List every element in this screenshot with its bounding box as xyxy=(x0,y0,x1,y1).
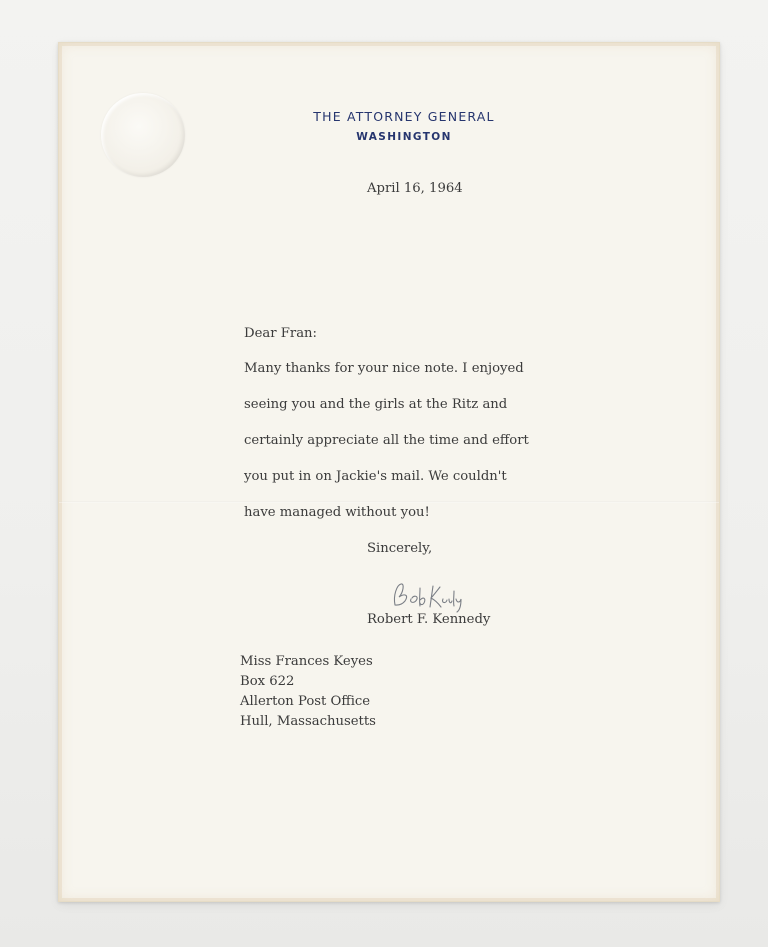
letterhead-subtitle: WASHINGTON xyxy=(356,131,452,143)
closing: Sincerely, xyxy=(367,541,433,556)
body-line: seeing you and the girls at the Ritz and xyxy=(244,397,508,412)
letter-sheet xyxy=(58,42,720,902)
address-line: Hull, Massachusetts xyxy=(240,714,376,729)
body-line: have managed without you! xyxy=(244,505,430,520)
recipient-address xyxy=(240,652,376,732)
body-line: Many thanks for your nice note. I enjoyed xyxy=(244,361,524,376)
body-line: you put in on Jackie's mail. We couldn't xyxy=(244,469,507,484)
letter-body xyxy=(244,360,529,540)
address-line: Box 622 xyxy=(240,674,295,689)
address-line: Allerton Post Office xyxy=(240,694,371,709)
typed-signature-name: Robert F. Kennedy xyxy=(367,612,491,627)
body-line: certainly appreciate all the time and effort xyxy=(244,433,529,448)
address-line: Miss Frances Keyes xyxy=(240,654,373,669)
letterhead-title: THE ATTORNEY GENERAL xyxy=(313,109,495,124)
handwritten-signature xyxy=(387,579,469,613)
salutation: Dear Fran: xyxy=(244,326,317,341)
letter-date: April 16, 1964 xyxy=(367,181,463,196)
